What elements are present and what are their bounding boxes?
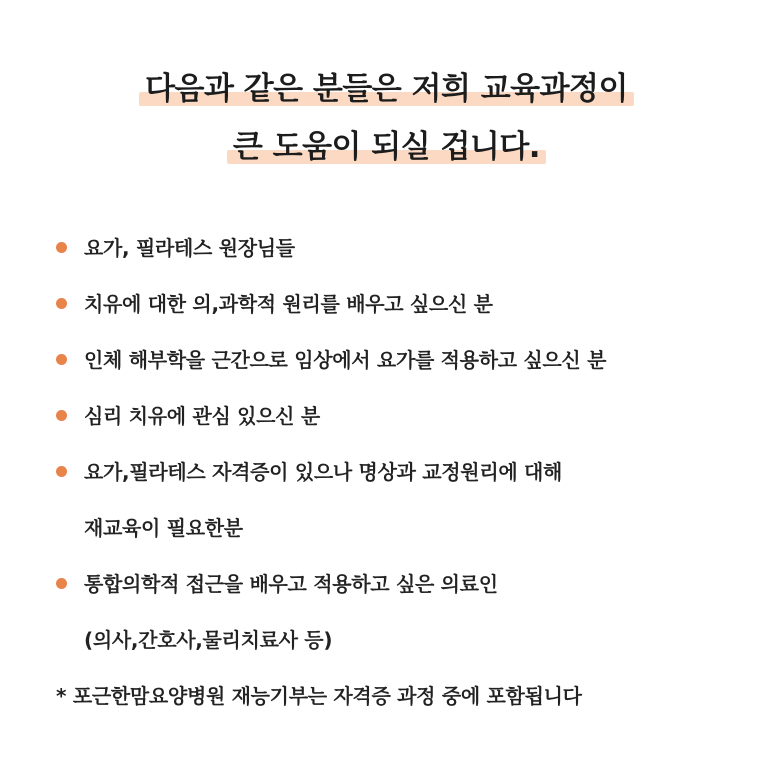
list-item (56, 220, 756, 276)
bullet-dot-icon (56, 354, 67, 365)
headline-line-1 (0, 60, 773, 118)
list-item (56, 332, 756, 388)
bullet-dot-icon (56, 242, 67, 253)
list-item (56, 556, 756, 668)
list-item-text-continued: (의사,간호사,물리치료사 등) (84, 628, 333, 652)
footnote: * 포근한맘요양병원 재능기부는 자격증 과정 중에 포함됩니다 (56, 684, 582, 708)
list-item-text: 요가, 필라테스 원장님들 (84, 236, 295, 260)
target-audience-list (56, 220, 756, 668)
list-item (56, 388, 756, 444)
list-item-text: 인체 해부학을 근간으로 임상에서 요가를 적용하고 싶으신 분 (84, 348, 607, 372)
list-item-text: 통합의학적 접근을 배우고 적용하고 싶은 의료인 (84, 572, 498, 596)
list-item (56, 444, 756, 556)
bullet-dot-icon (56, 410, 67, 421)
bullet-dot-icon (56, 466, 67, 477)
headline-text-1: 다음과 같은 분들은 저희 교육과정이 (139, 60, 634, 118)
list-item-text: 심리 치유에 관심 있으신 분 (84, 404, 320, 428)
bullet-dot-icon (56, 578, 67, 589)
list-item-text-continued: 재교육이 필요한분 (84, 516, 243, 540)
headline-text-2: 큰 도움이 되실 겁니다. (227, 118, 546, 176)
headline (0, 60, 773, 176)
bullet-dot-icon (56, 298, 67, 309)
list-item (56, 276, 756, 332)
list-item-text: 요가,필라테스 자격증이 있으나 명상과 교정원리에 대해 (84, 460, 563, 484)
list-item-text: 치유에 대한 의,과학적 원리를 배우고 싶으신 분 (84, 292, 493, 316)
headline-line-2 (0, 118, 773, 176)
